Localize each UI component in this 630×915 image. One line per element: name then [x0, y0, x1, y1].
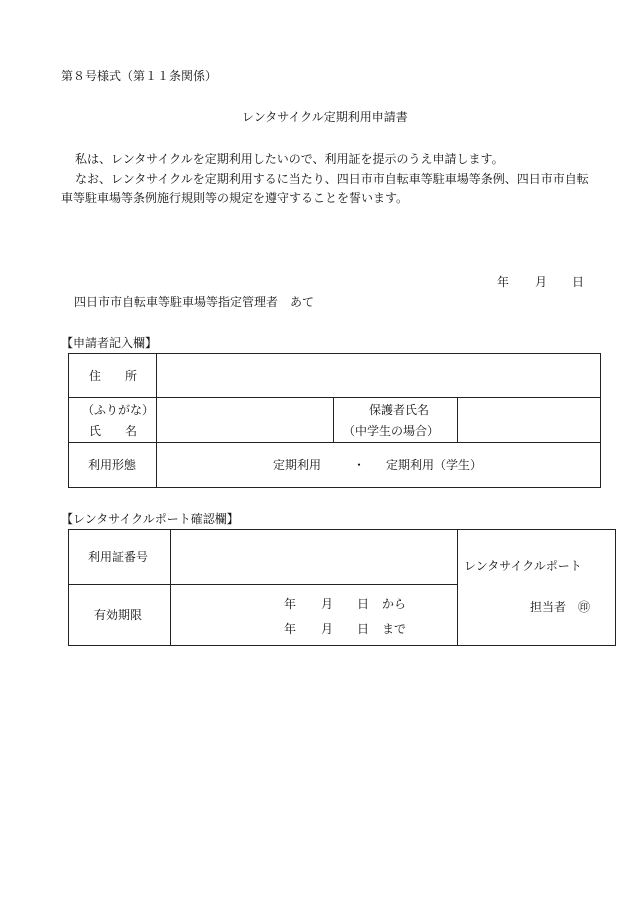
name-field[interactable] [158, 399, 332, 441]
seal-icon: ㊞ [578, 600, 591, 614]
guardian-label: 保護者氏名 [369, 403, 430, 417]
applicant-row-divider-1 [68, 397, 601, 398]
body-line-1: 私は、レンタサイクルを定期利用したいので、利用証を提示のうえ申請します。 [75, 152, 504, 166]
date-day: 日 [572, 275, 585, 289]
usage-separator: ・ [353, 458, 366, 472]
body-line-3: 車等駐車場等条例施行規則等の規定を遵守することを誓います。 [61, 191, 409, 205]
guardian-col-divider-1 [333, 397, 334, 442]
address-label: 住 所 [89, 369, 138, 383]
body-line-2: なお、レンタサイクルを定期利用するに当たり、四日市市自転車等駐車場等条例、四日市市自転 [75, 172, 589, 186]
from-year: 年 [284, 597, 297, 611]
validity-label: 有効期限 [94, 608, 143, 622]
date-month: 月 [535, 275, 548, 289]
to-suffix: まで [382, 622, 407, 636]
from-day: 日 [357, 597, 370, 611]
guardian-note: （中学生の場合） [343, 424, 440, 438]
applicant-row-divider-2 [68, 442, 601, 443]
to-month: 月 [321, 622, 334, 636]
port-section-heading: 【レンタサイクルポート確認欄】 [61, 512, 239, 526]
usage-option-student[interactable]: 定期利用（学生） [386, 458, 483, 472]
from-suffix: から [382, 597, 407, 611]
furigana-label: （ふりがな） [82, 403, 155, 417]
port-col-divider-2 [457, 529, 458, 646]
guardian-name-field[interactable] [459, 399, 599, 441]
permit-number-label: 利用証番号 [88, 550, 149, 564]
addressee: 四日市市自転車等駐車場等指定管理者 あて [74, 295, 315, 309]
applicant-col-divider [156, 353, 157, 488]
address-field[interactable] [158, 355, 599, 396]
port-col-divider-1 [170, 529, 171, 646]
port-name: レンタサイクルポート [464, 559, 582, 573]
form-number: 第８号様式（第１１条関係） [61, 69, 218, 83]
usage-option-regular[interactable]: 定期利用 [273, 458, 322, 472]
page-title: レンタサイクル定期利用申請書 [242, 110, 408, 124]
date-year: 年 [497, 275, 510, 289]
permit-number-field[interactable] [172, 531, 456, 583]
from-month: 月 [321, 597, 334, 611]
applicant-section-heading: 【申請者記入欄】 [61, 336, 158, 350]
usage-type-label: 利用形態 [88, 458, 137, 472]
to-day: 日 [357, 622, 370, 636]
port-row-divider [68, 584, 457, 585]
guardian-col-divider-2 [457, 397, 458, 442]
staff-label: 担当者 [530, 600, 567, 614]
name-label: 氏 名 [89, 424, 138, 438]
to-year: 年 [284, 622, 297, 636]
